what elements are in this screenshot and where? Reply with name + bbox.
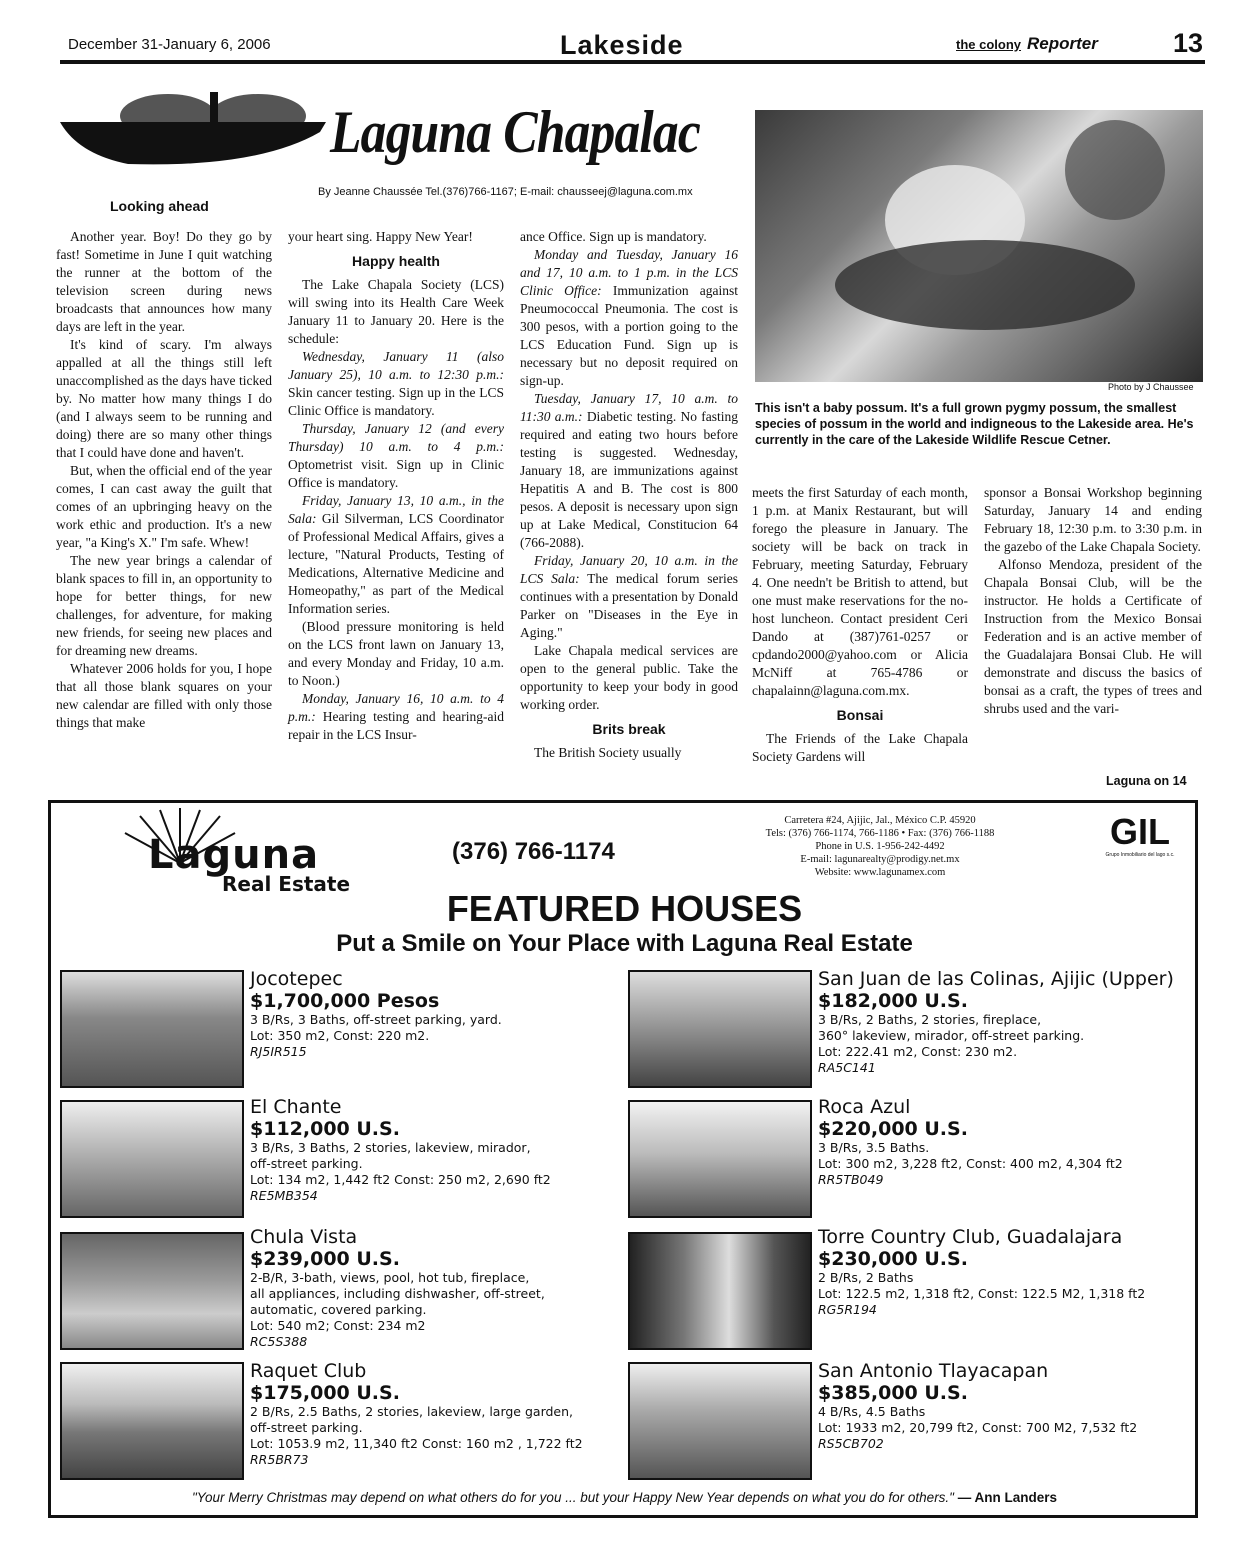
paragraph: meets the first Saturday of each month, 1 p.m. at Manix Restaurant, but will forego the pleasure in January. The society will be back on track in February, meeting Saturday, February 4. One needn't be British to attend, but one must make reservations for the no-host luncheon. Contact president Ceri Dando at (387)761-0257 or cpdando2000@yahoo.com or Alicia McNiff at 765-4786 or chapalainn@laguna.com.mx.: [752, 485, 968, 698]
listing-photo: [628, 970, 812, 1088]
listing-code: RR5TB049: [818, 1172, 884, 1187]
listing-name: Raquet Club: [250, 1360, 367, 1382]
listing-name: San Antonio Tlayacapan: [818, 1360, 1049, 1382]
paragraph: [288, 492, 504, 618]
schedule-date: Friday, January 13, 10 a.m., in the Sala:: [288, 493, 504, 526]
ad-phone: (376) 766-1174: [452, 838, 615, 865]
schedule-date: Monday and Tuesday, January 16 and 17, 10 a.m. to 1 p.m. in the LCS Clinic Office:: [520, 247, 738, 298]
listing-san-antonio: [818, 1360, 1194, 1452]
listing-photo: [60, 1362, 244, 1480]
listing-roca-azul: [818, 1096, 1194, 1188]
ad-quote: [0, 1490, 1249, 1505]
listing-detail: off-street parking.: [250, 1420, 363, 1435]
article-column-5: [984, 484, 1202, 718]
listing-detail: Lot: 122.5 m2, 1,318 ft2, Const: 122.5 M2, 1,318 ft2: [818, 1286, 1146, 1301]
article-column-3: [520, 228, 738, 762]
listing-jocotepec: [250, 968, 620, 1060]
section-title: Lakeside: [560, 30, 684, 60]
paragraph: But, when the official end of the year comes, I can cast away the guilt that comes of an upbringing heavy on the work ethic and production. It's a new year, "a King's X." I'm safe. Whew!: [56, 463, 272, 550]
listing-price: $239,000 U.S.: [250, 1248, 400, 1270]
listing-price: $1,700,000 Pesos: [250, 990, 440, 1012]
listing-san-juan: [818, 968, 1194, 1076]
listing-name: San Juan de las Colinas, Ajijic (Upper): [818, 968, 1174, 990]
schedule-text: Optometrist visit. Sign up in Clinic Office is mandatory.: [288, 457, 504, 490]
listing-detail: 3 B/Rs, 3 Baths, 2 stories, lakeview, mirador,: [250, 1140, 531, 1155]
paragraph: Another year. Boy! Do they go by fast! Sometime in June I quit watching the runner at the bottom of the television screen during news broadcasts that announces how many days are left in the year.: [56, 229, 272, 334]
listing-name: El Chante: [250, 1096, 342, 1118]
ad-contact-block: [700, 814, 1060, 879]
listing-photo: [60, 970, 244, 1088]
paragraph: [520, 552, 738, 642]
listing-photo: [60, 1100, 244, 1218]
schedule-text: Immunization against Pneumococcal Pneumonia. The cost is 300 pesos, with a portion going to the LCS Education Fund. Sign up is necessary but no deposit required on sign-up.: [520, 283, 738, 388]
listing-detail: all appliances, including dishwasher, off-street,: [250, 1286, 545, 1301]
paragraph: your heart sing. Happy New Year!: [288, 229, 473, 244]
quote-author: — Ann Landers: [957, 1490, 1058, 1505]
schedule-date: Friday, January 20, 10 a.m. in the LCS Sala:: [520, 553, 738, 586]
gil-logo: [1100, 812, 1180, 862]
listing-photo: [628, 1362, 812, 1480]
paragraph: sponsor a Bonsai Workshop beginning Saturday, January 14 and ending February 18, 12:30 p.m. to 3:30 p.m. in the gazebo of the Lake Chapala Society.: [984, 485, 1202, 554]
paragraph: (Blood pressure monitoring is held on the LCS front lawn on January 13, and every Monday and Friday, 10 a.m. to Noon.): [288, 619, 504, 688]
listing-detail: 2 B/Rs, 2 Baths: [818, 1270, 914, 1285]
schedule-text: Skin cancer testing. Sign up in the LCS Clinic Office is mandatory.: [288, 385, 504, 418]
paragraph: The new year brings a calendar of blank spaces to fill in, an opportunity to hope for better things, for new challenges, for adventure, for making new friends, for seeing new places and for dreaming new dreams.: [56, 553, 272, 658]
paragraph: [520, 246, 738, 390]
listing-price: $220,000 U.S.: [818, 1118, 968, 1140]
ad-address: Carretera #24, Ajijic, Jal., México C.P. 45920: [784, 815, 976, 826]
paragraph: The Friends of the Lake Chapala Society Gardens will: [752, 731, 968, 764]
listing-photo: [628, 1100, 812, 1218]
listing-code: RC5S388: [250, 1334, 308, 1349]
listing-raquet-club: [250, 1360, 620, 1468]
continued-jump: Laguna on 14: [1106, 774, 1187, 788]
listing-detail: 3 B/Rs, 2 Baths, 2 stories, fireplace,: [818, 1012, 1042, 1027]
listing-name: Torre Country Club, Guadalajara: [818, 1226, 1123, 1248]
listing-code: RS5CB702: [818, 1436, 884, 1451]
issue-date: December 31-January 6, 2006: [68, 36, 271, 53]
boat-illustration-icon: [58, 84, 328, 174]
listing-chula-vista: [250, 1226, 620, 1350]
listing-detail: Lot: 134 m2, 1,442 ft2 Const: 250 m2, 2,690 ft2: [250, 1172, 551, 1187]
listing-detail: Lot: 540 m2; Const: 234 m2: [250, 1318, 426, 1333]
ad-subtitle: Put a Smile on Your Place with Laguna Real Estate: [336, 930, 913, 957]
listing-detail: Lot: 1933 m2, 20,799 ft2, Const: 700 M2, 7,532 ft2: [818, 1420, 1138, 1435]
schedule-date: Thursday, January 12 (and every Thursday) 10 a.m. to 4 p.m.:: [288, 421, 504, 454]
column-title: Laguna Chapalac: [330, 99, 700, 165]
listing-price: $230,000 U.S.: [818, 1248, 968, 1270]
article-column-2: [288, 228, 504, 744]
byline: By Jeanne Chaussée Tel.(376)766-1167; E-mail: chausseej@laguna.com.mx: [318, 186, 693, 198]
listing-code: RG5R194: [818, 1302, 877, 1317]
listing-torre-country-club: [818, 1226, 1194, 1318]
schedule-date: Wednesday, January 11 (also January 25), 10 a.m. to 12:30 p.m.:: [288, 349, 504, 382]
page-number: 13: [1173, 28, 1204, 58]
photo-credit: Photo by J Chaussee: [1108, 382, 1194, 392]
schedule-text: Hearing testing and hearing-aid repair in the LCS Insur-: [288, 709, 504, 742]
listing-price: $112,000 U.S.: [250, 1118, 400, 1140]
publication-prefix: the colony: [956, 37, 1022, 52]
listing-detail: Lot: 1053.9 m2, 11,340 ft2 Const: 160 m2 , 1,722 ft2: [250, 1436, 583, 1451]
listing-detail: automatic, covered parking.: [250, 1302, 427, 1317]
schedule-text: Diabetic testing. No fasting required and eating two hours before testing is suggested. Wednesday, January 18, are immunizations against Hepatitis A and B. The cost is 800 pesos. A deposit is necessary upon sign up at Lake Medical, Constitucion 64 (766-2088).: [520, 409, 738, 550]
possum-photo: [755, 110, 1203, 382]
listing-code: RE5MB354: [250, 1188, 318, 1203]
listing-detail: Lot: 222.41 m2, Const: 230 m2.: [818, 1044, 1018, 1059]
schedule-date: Monday, January 16, 10 a.m. to 4 p.m.:: [288, 691, 504, 724]
listing-detail: 4 B/Rs, 4.5 Baths: [818, 1404, 926, 1419]
ad-website: Website: www.lagunamex.com: [814, 867, 946, 878]
listing-code: RA5C141: [818, 1060, 876, 1075]
listing-price: $182,000 U.S.: [818, 990, 968, 1012]
paragraph: The British Society usually: [534, 745, 682, 760]
listing-detail: 360° lakeview, mirador, off-street parking.: [818, 1028, 1085, 1043]
subheading-looking-ahead: Looking ahead: [110, 198, 209, 214]
listing-detail: 2-B/R, 3-bath, views, pool, hot tub, fireplace,: [250, 1270, 530, 1285]
paragraph: The Lake Chapala Society (LCS) will swing into its Health Care Week January 11 to January 20. Here is the schedule:: [288, 277, 504, 346]
listing-name: Chula Vista: [250, 1226, 358, 1248]
listing-name: Jocotepec: [250, 968, 343, 990]
ad-title: FEATURED HOUSES: [446, 888, 803, 929]
publication-title: Reporter: [1027, 34, 1098, 53]
paragraph: [520, 390, 738, 552]
listing-el-chante: [250, 1096, 620, 1204]
paragraph: [288, 420, 504, 492]
laguna-logo-subtitle: Real Estate: [222, 872, 351, 896]
paragraph: Lake Chapala medical services are open to the general public. Take the opportunity to keep your body in good working order.: [520, 643, 738, 712]
article-column-1: [56, 228, 272, 732]
paragraph: It's kind of scary. I'm always appalled at all the things still left unaccomplished as the days have ticked by. No matter how many things I do (and I always seem to be running and doing) there are so many other things that I could have done and haven't.: [56, 337, 272, 460]
paragraph: [288, 690, 504, 744]
listing-detail: Lot: 350 m2, Const: 220 m2.: [250, 1028, 430, 1043]
listing-code: RR5BR73: [250, 1452, 309, 1467]
publication-name: [956, 34, 1098, 54]
schedule-text: Gil Silverman, LCS Coordinator of Professional Medical Affairs, gives a lecture, "Natural Products, Testing of Medications, Alternative Medicine and Homeopathy," as part of the Medical Information series.: [288, 511, 504, 616]
article-column-4: [752, 484, 968, 766]
paragraph: Alfonso Mendoza, president of the Chapala Bonsai Club, will be the instructor. He holds a Certificate of Instruction from the Mexico Bonsai Federation and is an active member of the Guadalajara Bonsai Club. He will demonstrate and discuss the basics of bonsai as a craft, the types of trees and shrubs used and the vari-: [984, 557, 1202, 716]
paragraph: Whatever 2006 holds for you, I hope that all those blank squares on your new calendar are filled with only those things that make: [56, 661, 272, 730]
subheading-brits-break: Brits break: [592, 721, 666, 737]
paragraph: [288, 348, 504, 420]
listing-price: $175,000 U.S.: [250, 1382, 400, 1404]
listing-detail: off-street parking.: [250, 1156, 363, 1171]
listing-price: $385,000 U.S.: [818, 1382, 968, 1404]
ad-email: E-mail: lagunarealty@prodigy.net.mx: [800, 854, 960, 865]
gil-logo-sub: Grupo Inmobiliario del lago s.c.: [1105, 852, 1175, 858]
listing-detail: 3 B/Rs, 3 Baths, off-street parking, yard.: [250, 1012, 502, 1027]
subheading-happy-health: Happy health: [352, 253, 440, 269]
laguna-logo-text: Laguna: [148, 832, 320, 878]
gil-logo-text: GIL: [1110, 811, 1170, 852]
photo-caption: This isn't a baby possum. It's a full grown pygmy possum, the smallest species of possum in the world and indigneous to the Lakeside area. He's currently in the care of the Lakeside Wildlife Rescue Cetner.: [755, 401, 1194, 447]
listing-detail: Lot: 300 m2, 3,228 ft2, Const: 400 m2, 4,304 ft2: [818, 1156, 1123, 1171]
listing-name: Roca Azul: [818, 1096, 911, 1118]
listing-detail: 3 B/Rs, 3.5 Baths.: [818, 1140, 930, 1155]
quote-text: "Your Merry Christmas may depend on what others do for you ... but your Happy New Year depends on what you do for others.": [191, 1490, 954, 1505]
header-rule: [60, 60, 1205, 64]
listing-photo: [60, 1232, 244, 1350]
photo-shapes: [755, 110, 1203, 382]
listing-photo: [628, 1232, 812, 1350]
ad-us-phone: Phone in U.S. 1-956-242-4492: [815, 841, 945, 852]
schedule-date: Tuesday, January 17, 10 a.m. to 11:30 a.m.:: [520, 391, 738, 424]
paragraph: ance Office. Sign up is mandatory.: [520, 229, 707, 244]
listing-detail: 2 B/Rs, 2.5 Baths, 2 stories, lakeview, large garden,: [250, 1404, 574, 1419]
subheading-bonsai: Bonsai: [836, 707, 884, 723]
listing-code: RJ5IR515: [250, 1044, 307, 1059]
ad-tels: Tels: (376) 766-1174, 766-1186 • Fax: (376) 766-1188: [765, 828, 995, 839]
schedule-text: The medical forum series continues with a presentation by Donald Parker on "Diseases in the Eye in Aging.": [520, 571, 739, 640]
